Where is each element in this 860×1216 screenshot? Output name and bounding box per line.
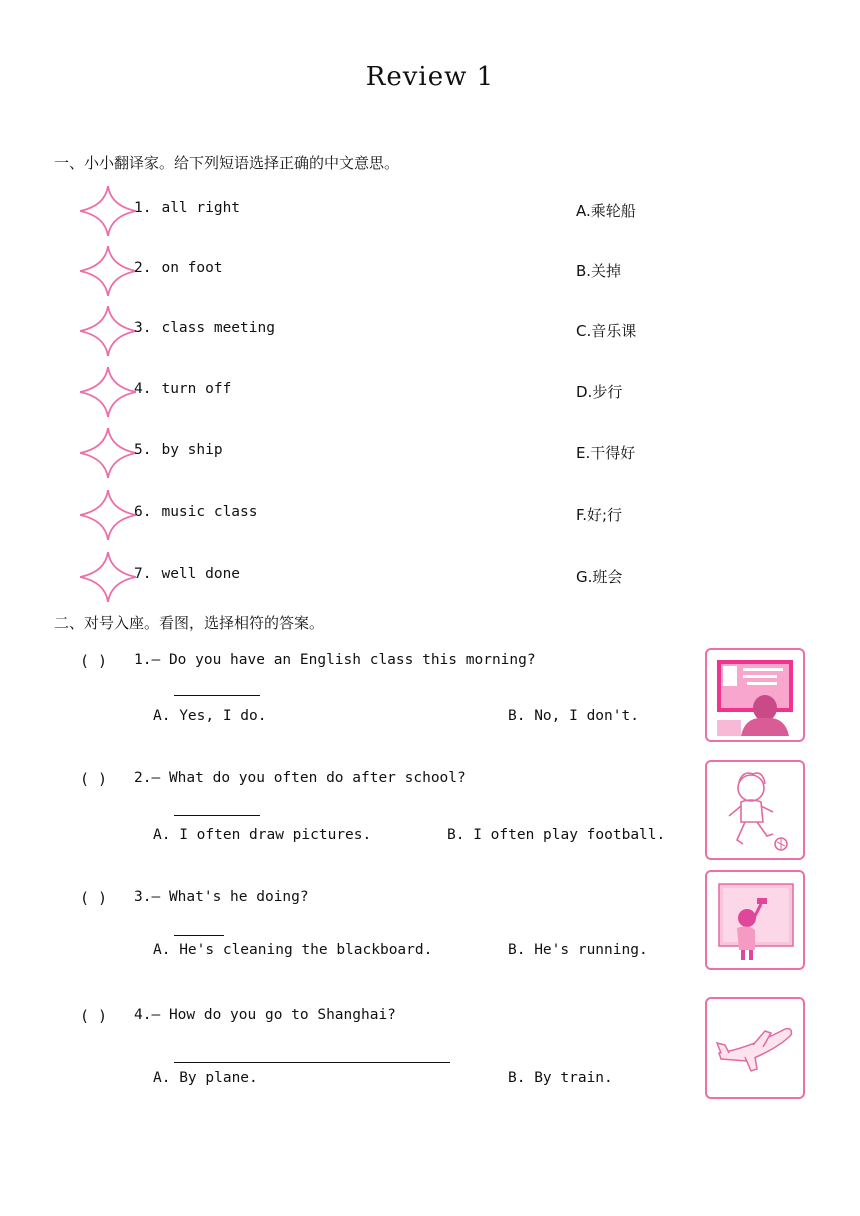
star-icon [80, 552, 136, 602]
chinese-option: C.音乐课 [576, 322, 637, 340]
phrase-number: 6. [134, 504, 152, 520]
option-b-4: B. By train. [508, 1070, 613, 1086]
phrase-item [134, 200, 240, 216]
question-number-3: 3.— [134, 889, 161, 905]
phrase-text: music class [161, 504, 258, 520]
question-text-1: Do you have an English class this morning? [168, 652, 536, 668]
option-a-4: A. By plane. [153, 1070, 258, 1086]
phrase-number: 7. [134, 566, 152, 582]
question-number-1: 1.— [134, 652, 161, 668]
phrase-number: 1. [134, 200, 152, 216]
star-icon [80, 428, 136, 478]
answer-blank-4[interactable] [174, 1062, 450, 1063]
english-class-icon [705, 648, 805, 742]
question-number-2: 2.— [134, 770, 161, 786]
answer-paren-3[interactable]: ( ) [80, 889, 108, 907]
phrase-number: 3. [134, 320, 152, 336]
option-a-2: A. I often draw pictures. [153, 827, 372, 843]
star-icon [80, 246, 136, 296]
option-a-3: A. He's cleaning the blackboard. [153, 942, 433, 958]
page-title: Review 1 [365, 62, 495, 92]
chinese-option: G.班会 [576, 568, 623, 586]
question-text-4: How do you go to Shanghai? [168, 1007, 396, 1023]
phrase-text: by ship [161, 442, 223, 458]
section1-heading: 一、小小翻译家。给下列短语选择正确的中文意思。 [54, 154, 400, 172]
phrase-text: turn off [161, 381, 232, 397]
chinese-option: F.好;行 [576, 506, 623, 524]
phrase-text: on foot [161, 260, 223, 276]
phrase-text: class meeting [161, 320, 275, 336]
chinese-option: B.关掉 [576, 262, 622, 280]
phrase-item [134, 381, 231, 397]
star-icon [80, 306, 136, 356]
blackboard-cleaning-icon [705, 870, 805, 970]
star-icon [80, 367, 136, 417]
section2-heading: 二、对号入座。看图，选择相符的答案。 [54, 614, 325, 632]
question-text-3: What's he doing? [168, 889, 309, 905]
phrase-item [134, 442, 223, 458]
question-number-4: 4.— [134, 1007, 161, 1023]
option-b-2: B. I often play football. [447, 827, 666, 843]
phrase-number: 5. [134, 442, 152, 458]
phrase-item [134, 320, 275, 336]
phrase-number: 4. [134, 381, 152, 397]
chinese-option: E.干得好 [576, 444, 636, 462]
airplane-icon [705, 997, 805, 1099]
answer-paren-1[interactable]: ( ) [80, 652, 108, 670]
phrase-text: all right [161, 200, 241, 216]
question-text-2: What do you often do after school? [168, 770, 466, 786]
answer-blank-1[interactable] [174, 695, 260, 696]
star-icon [80, 490, 136, 540]
chinese-option: D.步行 [576, 383, 623, 401]
answer-paren-4[interactable]: ( ) [80, 1007, 108, 1025]
star-icon [80, 186, 136, 236]
answer-blank-2[interactable] [174, 815, 260, 816]
football-boy-icon [705, 760, 805, 860]
phrase-text: well done [161, 566, 241, 582]
phrase-item [134, 260, 223, 276]
chinese-option: A.乘轮船 [576, 202, 636, 220]
phrase-item [134, 566, 240, 582]
phrase-number: 2. [134, 260, 152, 276]
answer-blank-3[interactable] [174, 935, 224, 936]
option-a-1: A. Yes, I do. [153, 708, 267, 724]
option-b-3: B. He's running. [508, 942, 648, 958]
phrase-item [134, 504, 258, 520]
answer-paren-2[interactable]: ( ) [80, 770, 108, 788]
option-b-1: B. No, I don't. [508, 708, 639, 724]
